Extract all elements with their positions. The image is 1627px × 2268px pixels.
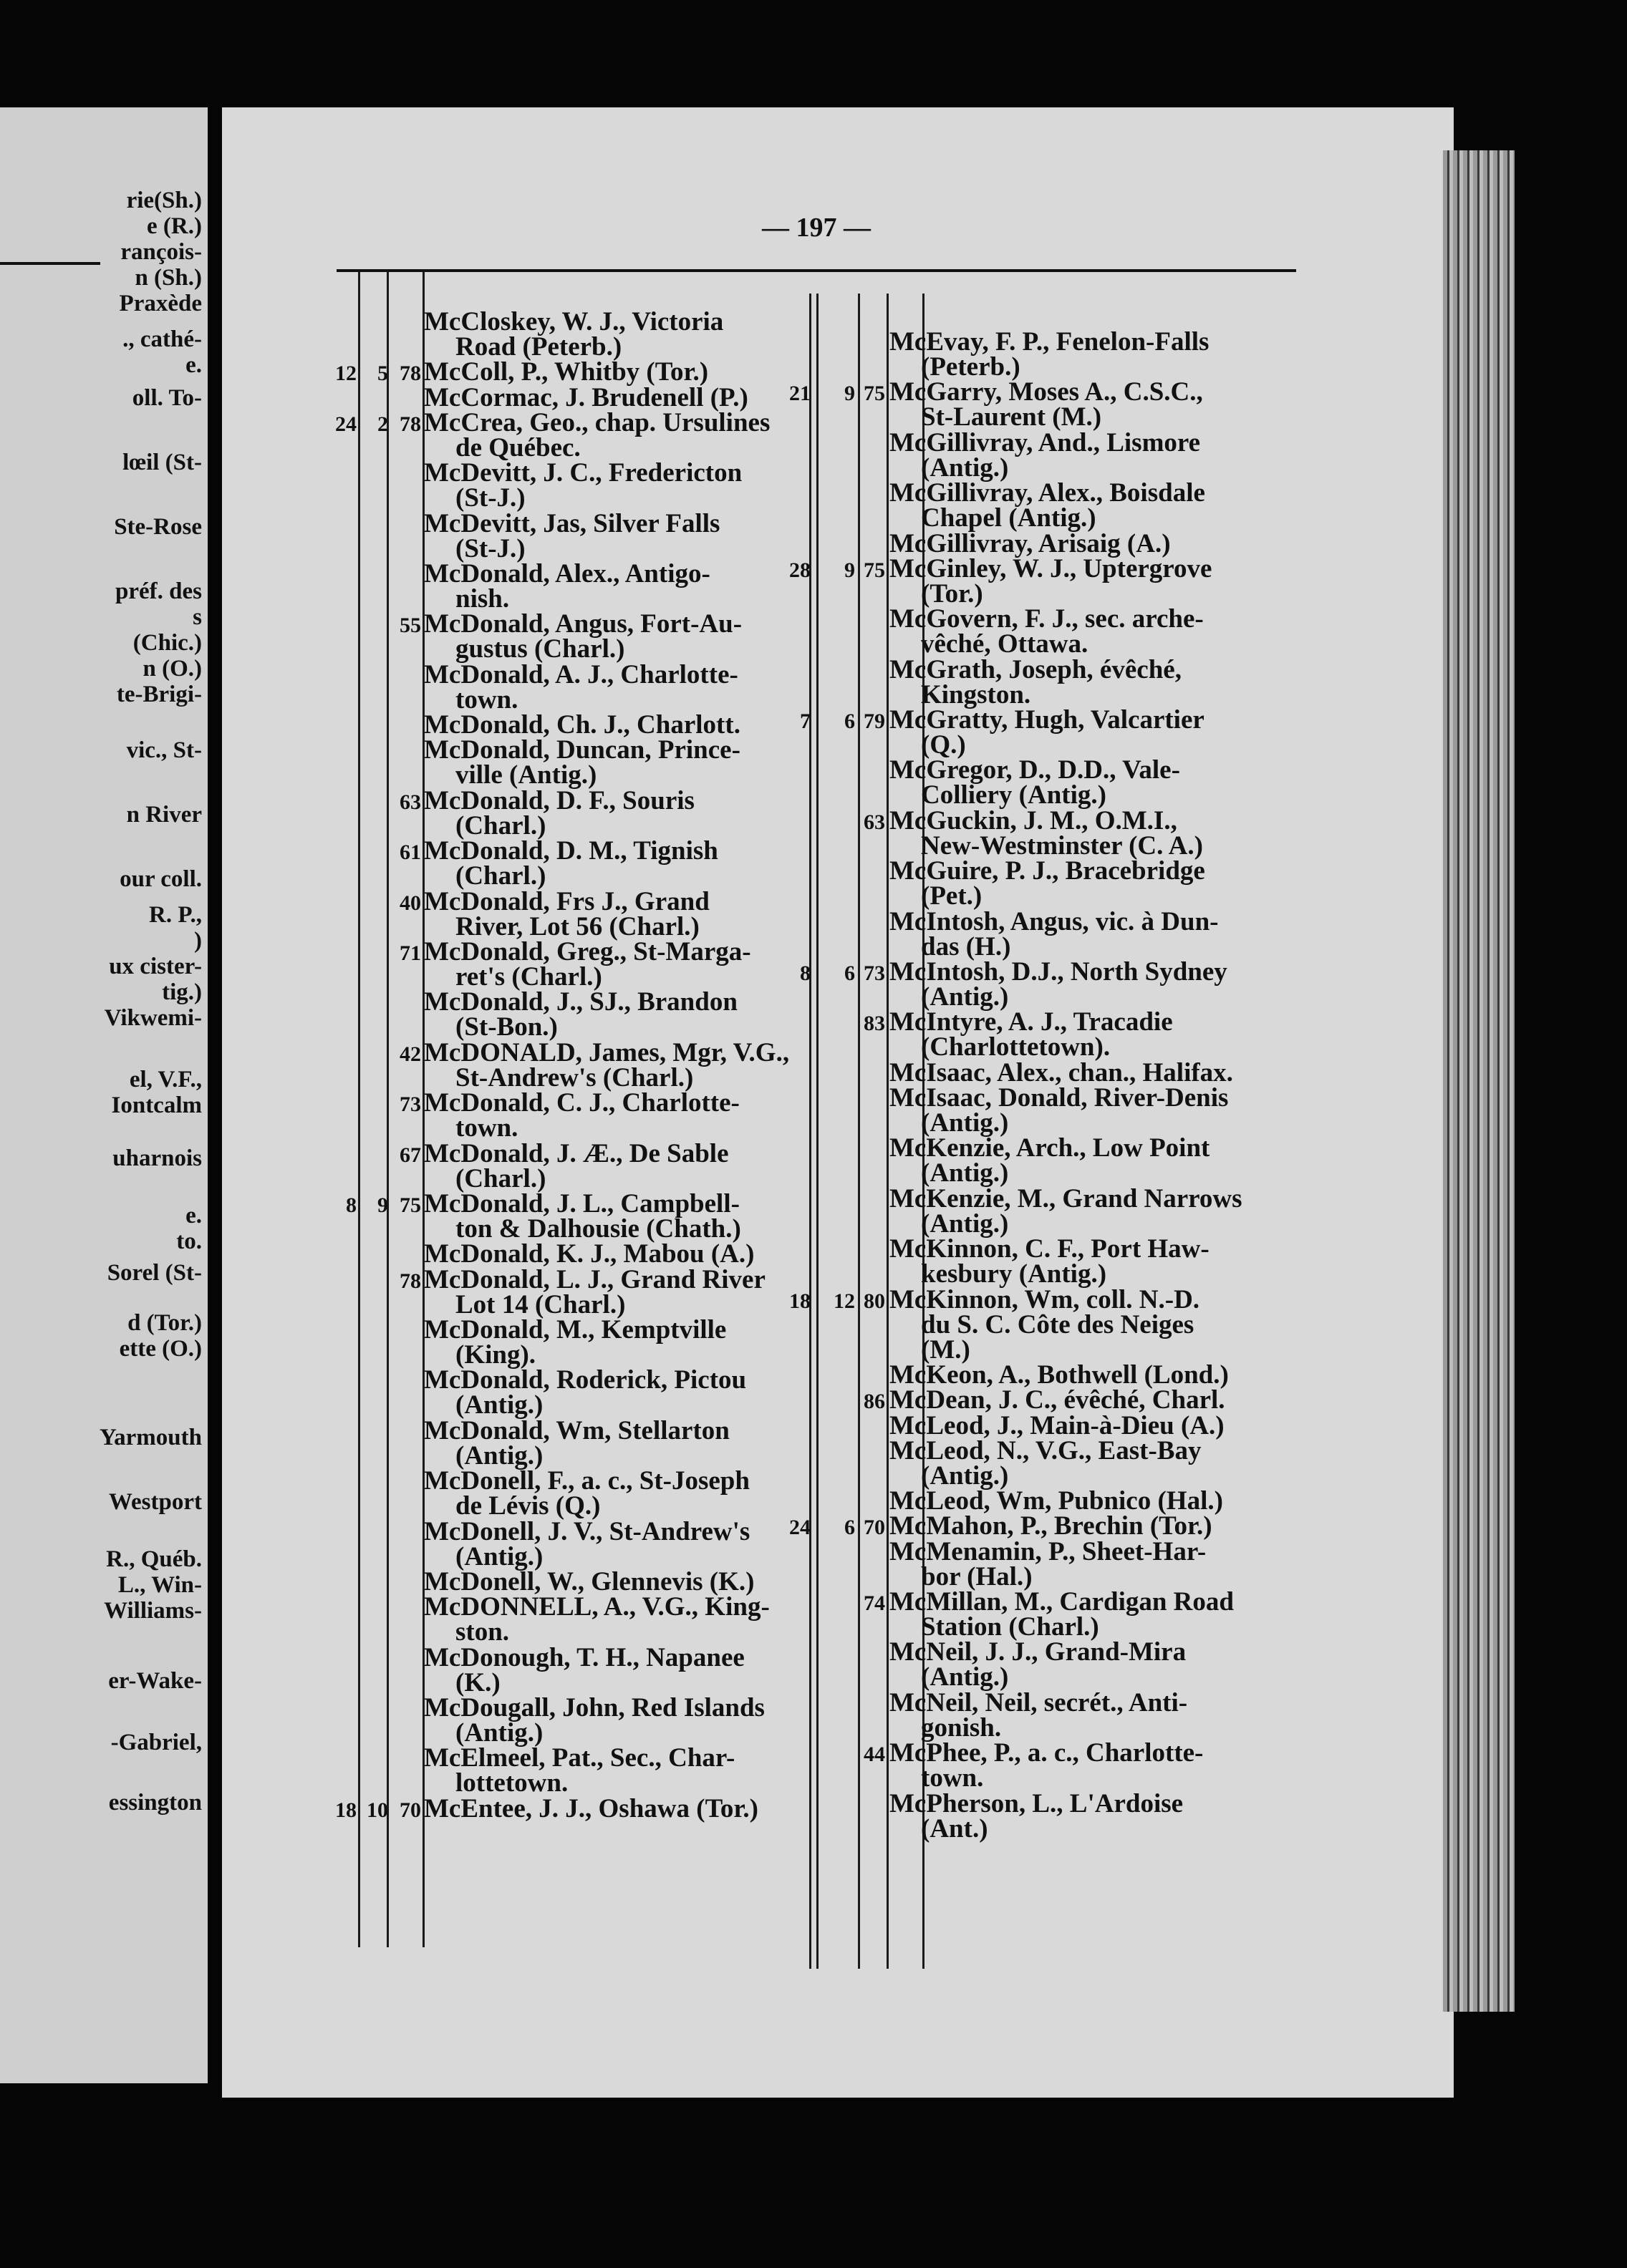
entry-name-line: McDonough, T. H., Napanee (424, 1642, 745, 1672)
entry-number-year: 63 (400, 790, 421, 814)
entry-text (889, 553, 1212, 609)
entry-name-line: McGarry, Moses A., C.S.C., (889, 377, 1203, 407)
entry-continuation-line: (St-J.) (455, 483, 526, 513)
entry-text (889, 1687, 1188, 1743)
entry-continuation-line: (Ant.) (921, 1813, 988, 1843)
entry-name-line: McDonell, W., Glennevis (K.) (424, 1567, 755, 1596)
entry-text (889, 757, 1180, 808)
entry-name-line: McDonald, J. L., Campbell- (424, 1189, 740, 1218)
entry-number-year: 61 (400, 840, 421, 865)
entry-text (889, 1486, 1223, 1516)
left-page-text: d (Tor.) (127, 1310, 202, 1336)
left-page-text: e (R.) (147, 213, 202, 239)
entry-text (424, 407, 771, 462)
entry-continuation-line: (Antig.) (921, 982, 1009, 1012)
entry-name-line: McDonald, L. J., Grand River (424, 1264, 766, 1294)
entry-text (424, 1189, 741, 1244)
entry-number-year-day: 7 (800, 709, 811, 733)
entry-number-year: 73 (864, 961, 885, 985)
entry-text (889, 1183, 1242, 1239)
entry-text (424, 1138, 729, 1193)
entry-continuation-line: de Québec. (455, 432, 581, 462)
entry-name-line: McDonald, Alex., Antigo- (424, 559, 710, 588)
entry-text (889, 1083, 1229, 1138)
entry-continuation-line: gonish. (921, 1712, 1002, 1743)
entry-continuation-line: (Charlottetown). (921, 1032, 1111, 1062)
entry-name-line: McMenamin, P., Sheet-Har- (889, 1536, 1207, 1566)
entry-continuation-line: (Antig.) (921, 1208, 1009, 1239)
entry-number-year-month: 5 (377, 362, 388, 386)
entry-number-year: 86 (864, 1390, 885, 1414)
entry-text (889, 478, 1205, 533)
entry-name-line: McDonald, Frs J., Grand (424, 886, 710, 916)
entry-name-line: McDonald, Roderick, Pictou (424, 1365, 747, 1395)
left-page-text: Praxède (119, 291, 202, 316)
entry-number-year: 79 (864, 709, 885, 733)
entry-text (889, 604, 1204, 659)
entry-name-line: McDonell, J. V., St-Andrew's (424, 1516, 750, 1546)
entry-text (889, 528, 1171, 558)
entry-text (889, 1788, 1184, 1843)
entry-text (424, 836, 718, 891)
entry-number-year: 40 (400, 891, 421, 915)
left-page-fragment (0, 107, 208, 2083)
entry-name-line: McGillivray, Arisaig (A.) (889, 528, 1171, 558)
entry-continuation-line: (Antig.) (921, 1460, 1009, 1491)
entry-number-year-day: 28 (789, 558, 811, 582)
entry-number-year: 55 (400, 614, 421, 638)
entry-continuation-line: (St-J.) (455, 533, 526, 563)
entry-name-line: McEvay, F. P., Fenelon-Falls (889, 327, 1210, 357)
entry-text (424, 1745, 735, 1796)
entry-text (424, 559, 710, 614)
entry-text (889, 1385, 1225, 1415)
entry-name-line: McDonald, J., SJ., Brandon (424, 987, 738, 1017)
entry-text (889, 1234, 1210, 1289)
entry-name-line: McGrath, Joseph, évêché, (889, 654, 1182, 684)
entry-name-line: McDonald, Duncan, Prince- (424, 735, 740, 765)
entry-text (424, 989, 738, 1040)
entry-name-line: McLeod, N., V.G., East-Bay (889, 1435, 1202, 1465)
entry-name-line: McDonald, A. J., Charlotte- (424, 659, 738, 689)
entry-name-line: McGuire, P. J., Bracebridge (889, 856, 1205, 886)
entry-continuation-line: Road (Peterb.) (455, 332, 622, 362)
column-rule (887, 294, 889, 1969)
entry-continuation-line: (Charl.) (455, 861, 546, 891)
entry-number-year: 75 (400, 1193, 421, 1217)
left-page-text: n (Sh.) (135, 265, 202, 291)
entry-name-line: McDonald, D. M., Tignish (424, 836, 718, 866)
entry-number-year-day: 12 (335, 362, 357, 386)
entry-name-line: McGuckin, J. M., O.M.I., (889, 805, 1177, 835)
entry-number-year-day: 24 (789, 1516, 811, 1540)
entry-continuation-line: (Antig.) (921, 1108, 1009, 1138)
entry-name-line: McCrea, Geo., chap. Ursulines (424, 407, 771, 437)
entry-number-year-month: 9 (844, 558, 855, 582)
entry-text (424, 1516, 750, 1571)
entry-continuation-line: (Antig.) (455, 1541, 544, 1571)
entry-text (889, 1057, 1233, 1087)
left-page-text: n River (126, 802, 202, 828)
entry-name-line: McIsaac, Donald, River-Denis (889, 1083, 1229, 1113)
entry-name-line: McDonald, D. F., Souris (424, 785, 695, 815)
entry-continuation-line: town. (455, 1113, 518, 1143)
entry-text (424, 458, 743, 513)
left-page-text: e. (185, 1203, 202, 1228)
entry-text (424, 1592, 770, 1647)
entry-name-line: McPherson, L., L'Ardoise (889, 1788, 1184, 1818)
entry-continuation-line: (Antig.) (921, 1158, 1009, 1188)
left-page-text: Yarmouth (99, 1425, 202, 1450)
entry-name-line: McGregor, D., D.D., Vale- (889, 755, 1180, 785)
entry-continuation-line: St-Andrew's (Charl.) (455, 1062, 694, 1092)
entry-continuation-line: Kingston. (921, 679, 1031, 709)
entry-text (424, 1037, 790, 1092)
entry-text (424, 1088, 740, 1143)
entry-continuation-line: (Antig.) (455, 1390, 544, 1420)
left-page-text: Ste-Rose (114, 514, 202, 540)
entry-text (424, 1415, 730, 1470)
left-page-text: Vikwemi- (104, 1005, 202, 1031)
entry-name-line: McKinnon, C. F., Port Haw- (889, 1234, 1210, 1264)
entry-number-year: 74 (864, 1591, 885, 1615)
entry-text (889, 1135, 1210, 1186)
left-page-text: n (O.) (143, 656, 202, 682)
entry-text (889, 1009, 1173, 1060)
entry-name-line: McCloskey, W. J., Victoria (424, 307, 724, 336)
entry-name-line: McGratty, Hugh, Valcartier (889, 705, 1204, 735)
entry-text (889, 327, 1210, 382)
entry-name-line: McGillivray, Alex., Boisdale (889, 478, 1205, 508)
entry-number-year: 70 (400, 1798, 421, 1822)
left-page-text: ux cister- (109, 954, 202, 979)
entry-continuation-line: Colliery (Antig.) (921, 780, 1106, 810)
entry-text (889, 427, 1201, 483)
page-number: — 197 — (762, 213, 871, 243)
entry-text (424, 508, 720, 563)
entry-name-line: McElmeel, Pat., Sec., Char- (424, 1743, 735, 1773)
entry-number-year-month: 12 (834, 1289, 855, 1313)
entry-name-line: McKeon, A., Bothwell (Lond.) (889, 1360, 1229, 1390)
entry-name-line: McDonald, Greg., St-Marga- (424, 937, 751, 966)
entry-text (889, 1435, 1202, 1491)
entry-number-year-day: 8 (800, 961, 811, 985)
entry-continuation-line: das (H.) (921, 931, 1011, 961)
entry-text (424, 1693, 765, 1748)
entry-text (889, 1511, 1212, 1541)
entry-name-line: McIntosh, D.J., North Sydney (889, 957, 1227, 987)
entry-name-line: McDonell, F., a. c., St-Joseph (424, 1466, 750, 1496)
entry-name-line: McMillan, M., Cardigan Road (889, 1587, 1234, 1617)
entry-text (424, 611, 742, 662)
entry-name-line: McLeod, Wm, Pubnico (Hal.) (889, 1486, 1223, 1516)
left-page-text: R., Québ. (106, 1546, 202, 1572)
entry-text (889, 1587, 1234, 1642)
entry-continuation-line: (M.) (921, 1334, 970, 1365)
left-page-text: Williams- (104, 1598, 202, 1624)
entry-number-year: 42 (400, 1042, 421, 1066)
entry-name-line: McGovern, F. J., sec. arche- (889, 604, 1204, 634)
entry-name-line: McIntosh, Angus, vic. à Dun- (889, 906, 1219, 936)
entry-text (424, 1466, 750, 1521)
entry-number-year-month: 6 (844, 1516, 855, 1540)
entry-name-line: McDonald, K. J., Mabou (A.) (424, 1239, 755, 1269)
entry-text (424, 1264, 766, 1319)
left-page-text: -Gabriel, (110, 1730, 202, 1755)
left-page-text: préf. des (115, 578, 202, 604)
entry-continuation-line: ton & Dalhousie (Chath.) (455, 1214, 741, 1244)
entry-text (889, 1360, 1229, 1390)
entry-continuation-line: Station (Charl.) (921, 1612, 1099, 1642)
entry-continuation-line: (Charl.) (455, 1163, 546, 1193)
entry-continuation-line: (Antig.) (455, 1440, 544, 1470)
entry-continuation-line: vêché, Ottawa. (921, 629, 1088, 659)
entry-continuation-line: Lot 14 (Charl.) (455, 1289, 626, 1319)
left-page-text: vic., St- (126, 737, 202, 763)
entry-name-line: McKenzie, M., Grand Narrows (889, 1183, 1242, 1213)
left-page-text: our coll. (120, 866, 202, 892)
entry-name-line: McNeil, J. J., Grand-Mira (889, 1637, 1187, 1667)
entry-number-year-day: 18 (789, 1289, 811, 1313)
entry-name-line: McDean, J. C., évêché, Charl. (889, 1385, 1225, 1415)
entry-text (424, 1315, 727, 1370)
left-page-text: uharnois (112, 1145, 202, 1171)
entry-text (889, 1284, 1200, 1365)
entry-name-line: McKenzie, Arch., Low Point (889, 1133, 1210, 1163)
entry-text (889, 805, 1203, 861)
entry-name-line: McDonald, C. J., Charlotte- (424, 1088, 740, 1118)
entry-number-year-month: 9 (377, 1193, 388, 1217)
entry-number-year-month: 9 (844, 382, 855, 406)
entry-continuation-line: (St-Bon.) (455, 1012, 558, 1042)
entry-continuation-line: (Antig.) (921, 452, 1009, 483)
entry-number-year: 80 (864, 1289, 885, 1313)
entry-text (889, 1639, 1186, 1690)
left-page-text: s (193, 604, 202, 630)
entry-name-line: McDevitt, J. C., Fredericton (424, 458, 743, 488)
entry-continuation-line: town. (455, 684, 518, 714)
column-rule (858, 294, 860, 1969)
left-page-text: lœil (St- (122, 450, 202, 475)
column-rule (816, 294, 819, 1969)
entry-number-year: 78 (400, 1269, 421, 1293)
entry-text (889, 856, 1205, 911)
entry-continuation-line: ville (Antig.) (455, 760, 597, 790)
entry-text (424, 1367, 746, 1418)
entry-text (889, 654, 1182, 709)
entry-continuation-line: River, Lot 56 (Charl.) (455, 911, 700, 941)
entry-continuation-line: (Q.) (921, 730, 966, 760)
entry-number-year: 73 (400, 1092, 421, 1117)
entry-number-year: 71 (400, 941, 421, 965)
entry-name-line: McDonald, Ch. J., Charlott. (424, 710, 740, 740)
entry-number-year-month: 6 (844, 709, 855, 733)
entry-number-year: 83 (864, 1012, 885, 1036)
entry-text (889, 379, 1203, 430)
entry-text (424, 357, 709, 387)
entry-continuation-line: St-Laurent (M.) (921, 402, 1102, 432)
left-page-text: e. (185, 352, 202, 378)
entry-number-year: 75 (864, 382, 885, 406)
entry-continuation-line: (Peterb.) (921, 352, 1020, 382)
entry-name-line: McNeil, Neil, secrét., Anti- (889, 1687, 1188, 1717)
entry-name-line: McDonald, Wm, Stellarton (424, 1415, 730, 1445)
entry-continuation-line: ston. (455, 1617, 510, 1647)
entry-number-year: 78 (400, 412, 421, 436)
entry-text (889, 1536, 1207, 1591)
entry-continuation-line: (King). (455, 1340, 536, 1370)
entry-name-line: McCormac, J. Brudenell (P.) (424, 382, 748, 412)
entry-continuation-line: (Charl.) (455, 810, 546, 840)
entry-continuation-line: (Pet.) (921, 881, 983, 911)
entry-name-line: McMahon, P., Brechin (Tor.) (889, 1511, 1212, 1541)
column-rule (809, 294, 811, 1969)
left-page-text: te-Brigi- (116, 682, 202, 707)
left-page-text: ) (194, 928, 202, 954)
entry-text (889, 957, 1227, 1012)
entry-number-year-month: 6 (844, 961, 855, 985)
entry-name-line: McPhee, P., a. c., Charlotte- (889, 1738, 1204, 1768)
entry-name-line: McDONALD, James, Mgr, V.G., (424, 1037, 790, 1067)
entry-text (424, 307, 724, 362)
entry-continuation-line: lottetown. (455, 1768, 569, 1798)
left-page-text: ., cathé- (122, 326, 202, 352)
entry-number-year-month: 10 (367, 1798, 388, 1822)
entry-name-line: McDonald, Angus, Fort-Au- (424, 609, 743, 639)
entry-name-line: McKinnon, Wm, coll. N.-D. (889, 1284, 1200, 1314)
entry-number-year: 78 (400, 362, 421, 386)
entry-name-line: McIsaac, Alex., chan., Halifax. (889, 1057, 1233, 1087)
entry-name-line: McDougall, John, Red Islands (424, 1693, 765, 1722)
entry-number-year-month: 2 (377, 412, 388, 436)
entry-continuation-line: kesbury (Antig.) (921, 1259, 1107, 1289)
entry-name-line: McDevitt, Jas, Silver Falls (424, 508, 720, 538)
entry-text (424, 937, 751, 992)
left-page-text: er-Wake- (108, 1668, 202, 1694)
entry-continuation-line: (Tor.) (921, 578, 983, 609)
left-page-text: Westport (108, 1489, 202, 1515)
entry-text (424, 659, 738, 714)
entry-text (424, 382, 748, 412)
left-page-text: rançois- (120, 239, 202, 265)
entry-continuation-line: gustus (Charl.) (455, 634, 625, 664)
entry-number-year: 44 (864, 1743, 885, 1767)
left-page-text: essington (108, 1790, 202, 1816)
entry-continuation-line: de Lévis (Q.) (455, 1491, 601, 1521)
entry-continuation-line: bor (Hal.) (921, 1561, 1033, 1591)
left-page-text: oll. To- (132, 385, 202, 411)
entry-continuation-line: ret's (Charl.) (455, 962, 602, 992)
entry-number-year: 63 (864, 810, 885, 834)
column-rule (358, 272, 360, 1947)
entry-number-year: 67 (400, 1143, 421, 1167)
entry-number-year-day: 18 (335, 1798, 357, 1822)
entry-number-year-day: 8 (346, 1193, 357, 1217)
entry-number-year: 75 (864, 558, 885, 582)
entry-number-year-day: 21 (789, 382, 811, 406)
entry-continuation-line: town. (921, 1763, 984, 1793)
left-page-text: tig.) (162, 979, 202, 1005)
entry-text (424, 886, 710, 941)
left-page-text: to. (176, 1228, 202, 1254)
left-page-text: rie(Sh.) (126, 188, 202, 213)
entry-continuation-line: (Antig.) (455, 1718, 544, 1748)
entry-text (889, 705, 1204, 760)
entry-name-line: McLeod, J., Main-à-Dieu (A.) (889, 1410, 1225, 1440)
entry-continuation-line: Chapel (Antig.) (921, 503, 1096, 533)
entry-name-line: McGillivray, And., Lismore (889, 427, 1201, 457)
entry-text (424, 1793, 758, 1823)
entry-text (424, 737, 740, 788)
entry-continuation-line: du S. C. Côte des Neiges (921, 1309, 1194, 1339)
entry-number-year: 70 (864, 1516, 885, 1540)
entry-text (424, 1239, 755, 1269)
entry-name-line: McDONNELL, A., V.G., King- (424, 1592, 770, 1622)
entry-number-year-day: 24 (335, 412, 357, 436)
left-page-text: (Chic.) (132, 630, 202, 656)
entry-text (424, 1642, 745, 1697)
header-rule (337, 269, 1296, 272)
entry-continuation-line: nish. (455, 584, 510, 614)
entry-continuation-line: (K.) (455, 1667, 501, 1697)
left-page-text: R. P., (149, 902, 202, 928)
entry-text (424, 710, 740, 740)
entry-name-line: McIntyre, A. J., Tracadie (889, 1007, 1173, 1037)
entry-continuation-line: (Antig.) (921, 1662, 1009, 1692)
book-page-edges (1443, 150, 1515, 2012)
entry-text (424, 785, 695, 840)
entry-text (889, 1738, 1204, 1793)
left-page-text: ette (O.) (119, 1336, 202, 1362)
left-page-text: Iontcalm (111, 1092, 202, 1118)
entry-text (889, 1410, 1225, 1440)
entry-text (889, 906, 1219, 961)
entry-name-line: McDonald, M., Kemptville (424, 1315, 727, 1344)
entry-name-line: McDonald, J. Æ., De Sable (424, 1138, 729, 1168)
entry-continuation-line: New-Westminster (C. A.) (921, 830, 1203, 861)
entry-name-line: McGinley, W. J., Uptergrove (889, 553, 1212, 583)
left-page-text: Sorel (St- (107, 1260, 202, 1286)
left-page-text: L., Win- (117, 1572, 202, 1598)
entry-name-line: McEntee, J. J., Oshawa (Tor.) (424, 1793, 758, 1823)
entry-text (424, 1569, 754, 1594)
left-page-text: el, V.F., (129, 1067, 202, 1092)
entry-name-line: McColl, P., Whitby (Tor.) (424, 357, 709, 387)
